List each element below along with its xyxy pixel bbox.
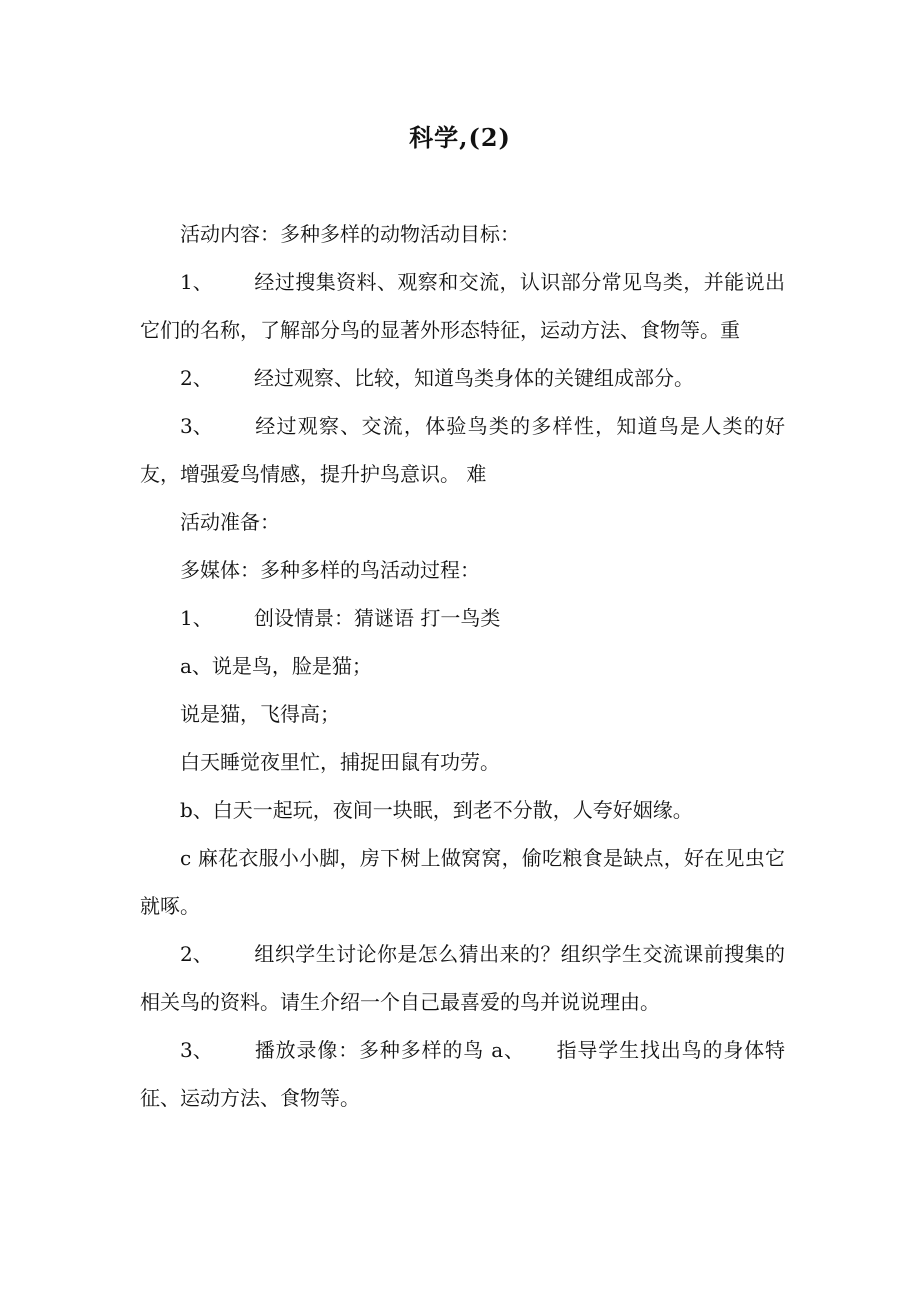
paragraph-riddle-a [140, 642, 785, 690]
paragraph-text: 经过观察、比较，知道鸟类身体的关键组成部分。 [254, 366, 694, 390]
paragraph-text: 活动内容：多种多样的动物活动目标： [180, 222, 520, 246]
item-number: 1、 [180, 606, 213, 630]
paragraph-multimedia [140, 546, 785, 594]
paragraph-text: 活动准备： [180, 510, 280, 534]
paragraph-riddle-b [140, 786, 785, 834]
document-body [140, 210, 785, 1122]
paragraph-text: 组织学生讨论你是怎么猜出来的？组织学生交流课前搜集的相关鸟的资料。请生介绍一个自己最喜爱的鸟并说说理由。 [140, 942, 785, 1014]
paragraph-text: b、白天一起玩，夜间一块眠，到老不分散，人夸好姻缘。 [180, 798, 693, 822]
item-number: 2、 [180, 942, 213, 966]
paragraph-text: 白天睡觉夜里忙，捕捉田鼠有功劳。 [180, 750, 500, 774]
paragraph-text: c 麻花衣服小小脚，房下树上做窝窝，偷吃粮食是缺点，好在见虫它就啄。 [140, 846, 785, 918]
paragraph-text: 经过观察、交流，体验鸟类的多样性，知道鸟是人类的好友，增强爱鸟情感，提升护鸟意识。 难 [140, 414, 785, 486]
paragraph-step-3 [140, 1026, 785, 1122]
paragraph-activity-content [140, 210, 785, 258]
item-number: 3、 [180, 1038, 213, 1062]
item-number: 3、 [180, 414, 213, 438]
paragraph-step-1 [140, 594, 785, 642]
paragraph-goal-2 [140, 354, 785, 402]
paragraph-step-2 [140, 930, 785, 1026]
item-number: 2、 [180, 366, 213, 390]
paragraph-goal-1 [140, 258, 785, 354]
paragraph-text: a、说是鸟，脸是猫； [180, 654, 372, 678]
paragraph-riddle-c [140, 834, 785, 930]
paragraph-text: 说是猫，飞得高； [180, 702, 340, 726]
paragraph-preparation [140, 498, 785, 546]
item-number: 1、 [180, 270, 213, 294]
paragraph-text: 经过搜集资料、观察和交流，认识部分常见鸟类，并能说出它们的名称，了解部分鸟的显著外形态特征，运动方法、食物等。重 [140, 270, 785, 342]
paragraph-text: 创设情景：猜谜语 打一鸟类 [254, 606, 501, 630]
paragraph-riddle-a-line2 [140, 690, 785, 738]
document-title: 科学,(2) [409, 123, 511, 152]
paragraph-goal-3 [140, 402, 785, 498]
paragraph-text: 播放录像：多种多样的鸟 a、 指导学生找出鸟的身体特征、运动方法、食物等。 [140, 1038, 785, 1110]
paragraph-text: 多媒体：多种多样的鸟活动过程： [180, 558, 480, 582]
paragraph-riddle-a-line3 [140, 738, 785, 786]
